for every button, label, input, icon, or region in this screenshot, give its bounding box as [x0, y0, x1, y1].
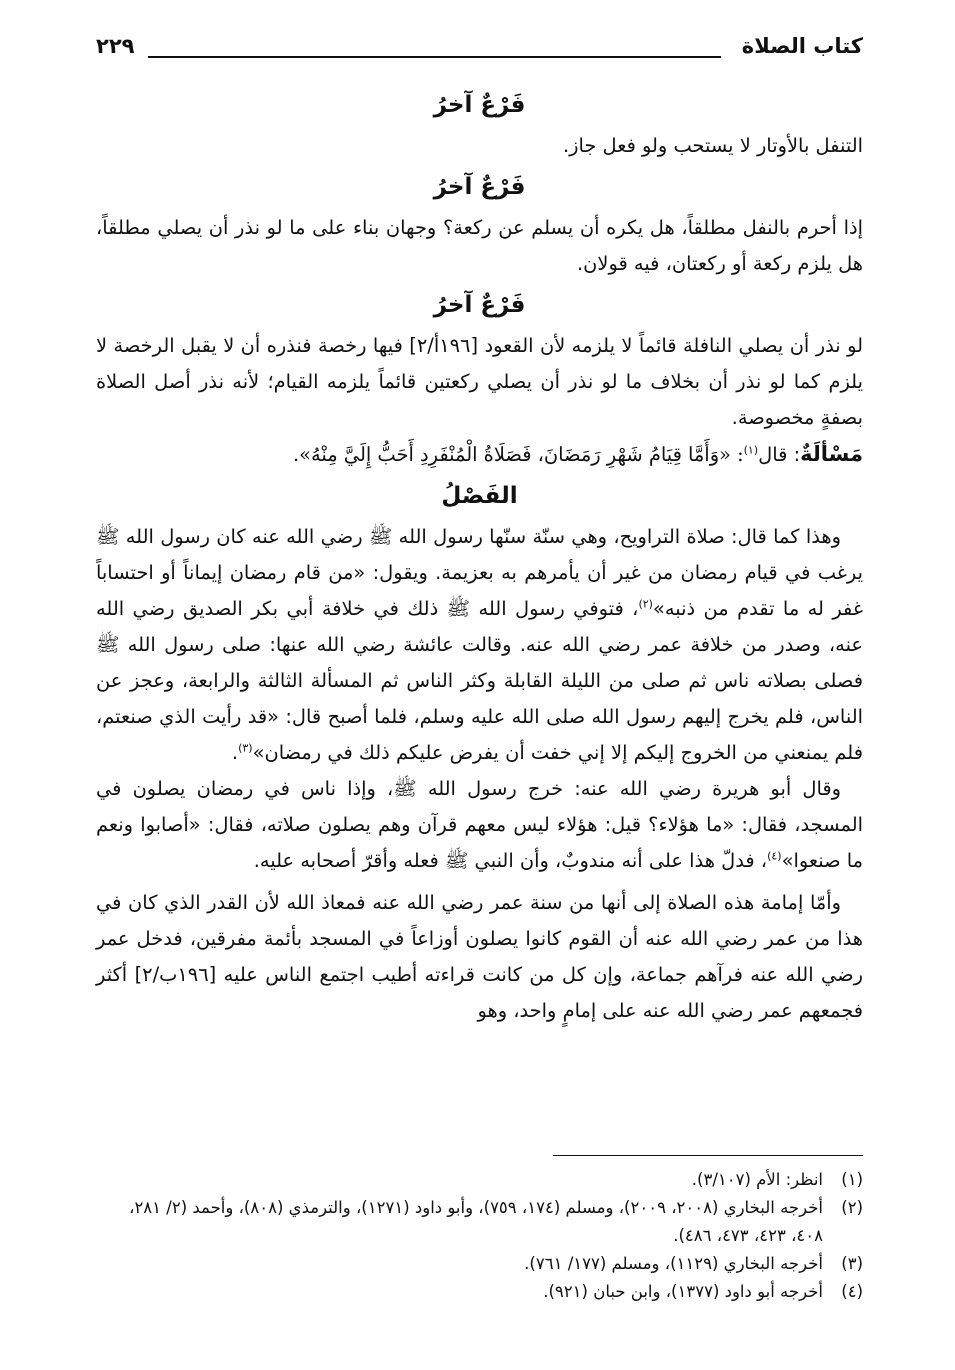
- footnotes: [96, 1155, 863, 1306]
- footnote-text: انظر: الأم (٣/١٠٧).: [691, 1170, 823, 1189]
- footnote-item: [96, 1278, 863, 1306]
- footnote-number: (١): [841, 1170, 863, 1189]
- footnote-item: [96, 1194, 863, 1250]
- fasl-text: .: [231, 741, 239, 764]
- section-paragraph: التنفل بالأوتار لا يستحب ولو فعل جاز.: [562, 134, 863, 157]
- footnote-ref[interactable]: (٤): [767, 849, 782, 863]
- running-title: كتاب الصلاة: [741, 34, 863, 58]
- fasl-heading: الفَصْلُ: [441, 483, 518, 509]
- section-heading: فَرْعٌ آخرُ: [433, 92, 526, 118]
- footnote-rule: [553, 1155, 863, 1156]
- page-header: [96, 30, 863, 66]
- section-paragraph: لو نذر أن يصلي النافلة قائماً لا يلزمه لأن القعود [١٩٦أ/٢] فيها رخصة فنذره أن لا يقبل الرخصة لا يلزم كما لو نذر أن بخلاف ما لو نذر أن يصلي ركعتين قائماً يلزمه القيام؛ لأنه نذر أصل الصلاة بصفةٍ مخصوصة.: [96, 334, 864, 429]
- footnote-ref[interactable]: (٢): [638, 597, 653, 611]
- section-heading: فَرْعٌ آخرُ: [433, 174, 526, 200]
- footnote-ref[interactable]: (٣): [238, 741, 253, 755]
- fasl-text: وقال أبو هريرة رضي الله عنه: خرج رسول الله ﷺ، وإذا ناس في رمضان يصلون في المسجد، فقال: «ما هؤلاء؟ قيل: هؤلاء ليس معهم قرآن وهم يصلون صلاته، فقال: «أصابوا ونعم ما صنعوا»: [96, 777, 863, 872]
- section-heading: فَرْعٌ آخرُ: [433, 292, 526, 318]
- fasl-text: وهذا كما قال: صلاة التراويح، وهي سنّة سنّها رسول الله ﷺ رضي الله عنه كان رسول الله ﷺ يرغب في قيام رمضان من غير أن يأمرهم به بعزيمة. ويقول: «من قام رمضان إيماناً أو احتساباً غفر له ما تقدم من ذنبه»: [96, 525, 864, 620]
- section-paragraph: إذا أحرم بالنفل مطلقاً، هل يكره أن يسلم عن ركعة؟ وجهان بناء على ما لو نذر أن يصلي مطلقاً، هل يلزم ركعة أو ركعتان، فيه قولان.: [96, 216, 863, 275]
- footnote-text: أخرجه البخاري (١١٢٩)، ومسلم (١٧٧/ ٧٦١).: [524, 1254, 823, 1273]
- header-rule: [148, 56, 721, 58]
- masala-qala: : قال: [758, 443, 801, 466]
- fasl-paragraph: وأمّا إمامة هذه الصلاة إلى أنها من سنة عمر رضي الله عنه فمعاذ الله لأن القدر الذي كان في هذا من عمر رضي الله عنه أن القوم كانوا يصلون أوزاعاً في المسجد بأئمة مفرقين، فدخل عمر رضي الله عنه فرآهم جماعة، وإن كل من كانت قراءته أطيب اجتمع الناس عليه [١٩٦ب/٢] أكثر فجمعهم عمر رضي الله عنه على إمامٍ واحد، وهو: [96, 891, 863, 1022]
- fasl-paragraph: [96, 771, 863, 879]
- footnote-number: (٣): [841, 1254, 863, 1273]
- footnote-text: أخرجه أبو داود (١٣٧٧)، وابن حبان (٩٢١).: [543, 1282, 823, 1301]
- masala-quote: : «وَأَمَّا قِيَامُ شَهْرِ رَمَضَانَ، فَصَلَاةُ الْمُنْفَرِدِ أَحَبُّ إِلَيَّ مِنْهُ».: [292, 443, 744, 466]
- footnote-ref[interactable]: (١): [743, 443, 759, 457]
- footnote-number: (٢): [841, 1198, 863, 1217]
- footnote-item: [96, 1250, 863, 1278]
- fasl-text: ، فدلّ هذا على أنه مندوبٌ، وأن النبي ﷺ فعله وأقرّ أصحابه عليه.: [253, 849, 768, 872]
- footnote-number: (٤): [841, 1282, 863, 1301]
- fasl-paragraph: [96, 519, 863, 771]
- masala-label: مَسْألَةٌ: [800, 442, 863, 466]
- footnote-item: [96, 1166, 863, 1194]
- main-text: [96, 82, 863, 1029]
- fasl-text: ، فتوفي رسول الله ﷺ ذلك في خلافة أبي بكر الصديق رضي الله عنه، وصدر من خلافة عمر رضي الله عنه. وقالت عائشة رضي الله عنها: صلى رسول الله ﷺ فصلى بصلاته ناس ثم صلى من الليلة القابلة وكثر الناس ثم المسألة الثالثة والرابعة، وعجز عن الناس، فلم يخرج إليهم رسول الله صلى الله عليه وسلم، فلما أصبح قال: «قد رأيت الذي صنعتم، فلم يمنعني من الخروج إليكم إلا إني خفت أن يفرض عليكم ذلك في رمضان»: [96, 597, 863, 764]
- page-number: ٢٢٩: [96, 34, 135, 58]
- footnote-text: أخرجه البخاري (٢٠٠٨، ٢٠٠٩)، ومسلم (١٧٤، ٧٥٩)، وأبو داود (١٢٧١)، والترمذي (٨٠٨)، وأحمد (٢/ ٢٨١، ٤٠٨، ٤٢٣، ٤٧٣، ٤٨٦).: [129, 1198, 823, 1245]
- masala-line: [96, 436, 863, 473]
